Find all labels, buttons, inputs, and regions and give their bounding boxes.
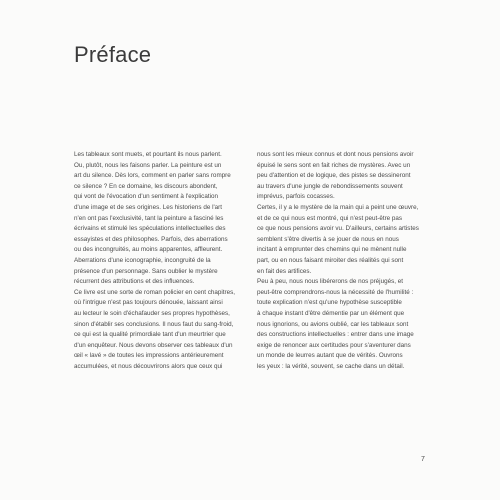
text-line: présence d'un personnage. Sans oublier le mystère bbox=[74, 267, 218, 275]
text-line: Ou, plutôt, nous les faisons parler. La peinture est un bbox=[74, 161, 222, 169]
text-line: nous ignorions, ou avions oublié, car les tableaux sont bbox=[257, 320, 409, 328]
text-line: où l'intrigue n'est pas toujours dénouée, laissant ainsi bbox=[74, 299, 223, 307]
page-title: Préface bbox=[74, 42, 152, 67]
text-line: ce qui est la qualité primordiale tant d'un meurtrier que bbox=[74, 331, 226, 339]
text-line: nous sont les mieux connus et dont nous pensions avoir bbox=[257, 151, 414, 158]
text-line: part, ou en nous faisant miroiter des réalités qui sont bbox=[257, 256, 404, 264]
right-text-column bbox=[257, 150, 433, 372]
text-line: au lecteur le soin d'échafauder ses propres hypothèses, bbox=[74, 309, 230, 317]
text-line: qui vont de l'évocation d'un sentiment à l'explication bbox=[74, 193, 218, 201]
text-line: Certes, il y a le mystère de la main qui a peint une œuvre, bbox=[257, 203, 419, 211]
text-line: Ce livre est une sorte de roman policier en cent chapitres, bbox=[74, 288, 236, 296]
text-line: récurrent des attributions et des influences. bbox=[74, 278, 195, 286]
text-line: peut-être comprendrons-nous la nécessité de l'humilité : bbox=[257, 288, 414, 296]
page-number: 7 bbox=[421, 456, 425, 463]
text-line: un monde de leurres autant que de vérités. Ouvrons bbox=[257, 352, 403, 360]
text-line: essayistes et des philosophes. Parfois, des aberrations bbox=[74, 235, 228, 243]
text-line: art du silence. Dès lors, comment en parler sans rompre bbox=[74, 172, 231, 180]
text-line: ce silence ? En ce domaine, les discours abondent, bbox=[74, 182, 218, 190]
text-line: exige de renoncer aux certitudes pour s'aventurer dans bbox=[257, 341, 411, 349]
text-line: peu d'attention et de logique, des pistes se dessineront bbox=[257, 172, 411, 180]
left-text-column bbox=[74, 150, 250, 372]
text-line: ou des incongruités, au moins apparentes, affleurent. bbox=[74, 246, 223, 254]
text-line: Les tableaux sont muets, et pourtant ils nous parlent. bbox=[74, 151, 222, 158]
text-line: n'en ont pas l'exclusivité, tant la peinture a fasciné les bbox=[74, 214, 224, 222]
text-line: imprévus, parfois cocasses. bbox=[257, 193, 335, 201]
text-line: incitant à emprunter des chemins qui ne mènent nulle bbox=[257, 246, 407, 254]
text-line: d'un enquêteur. Nous devons observer ces tableaux d'un bbox=[74, 341, 233, 349]
text-line: et de ce qui nous est montré, qui n'est peut-être pas bbox=[257, 214, 403, 222]
text-line: en fait des artifices. bbox=[257, 267, 312, 275]
text-line: ce que nous pensions avoir vu. D'ailleurs, certains artistes bbox=[257, 225, 419, 233]
text-line: à chaque instant d'être démentie par un élément que bbox=[257, 309, 405, 317]
text-line: Aberrations d'une iconographie, incongruité de la bbox=[74, 256, 211, 264]
text-line: semblent s'être divertis à se jouer de nous en nous bbox=[257, 235, 399, 243]
text-line: au travers d'une jungle de rebondissements souvent bbox=[257, 182, 403, 190]
text-line: sinon d'établir ses conclusions. Il nous faut du sang-froid, bbox=[74, 320, 234, 328]
text-line: œil « lavé » de toutes les impressions antérieurement bbox=[74, 352, 224, 360]
text-line: accumulées, et nous découvrirons alors que ceux qui bbox=[74, 362, 223, 370]
text-line: d'une image et de ses origines. Les historiens de l'art bbox=[74, 203, 223, 211]
text-line: toute explication n'est qu'une hypothèse susceptible bbox=[257, 299, 402, 307]
text-line: des constructions intellectuelles : entrer dans une image bbox=[257, 331, 414, 339]
text-line: Peu à peu, nous nous libérerons de nos préjugés, et bbox=[257, 278, 403, 286]
text-line: les yeux : la vérité, souvent, se cache dans un détail. bbox=[257, 362, 405, 370]
text-line: écrivains et stimulé les spéculations intellectuelles des bbox=[74, 225, 226, 233]
text-line: épuisé le sens sont en fait riches de mystères. Avec un bbox=[257, 161, 411, 169]
